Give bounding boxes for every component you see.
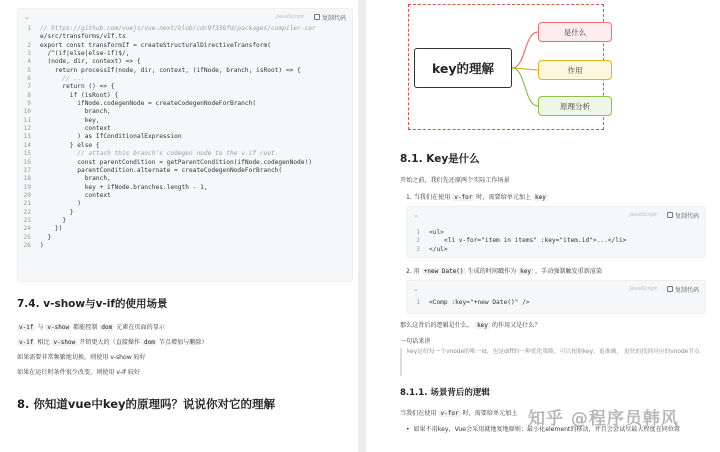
- line-number: 5: [27, 66, 31, 74]
- copy-code-button[interactable]: 复制代码: [314, 13, 346, 22]
- collapse-chevron-icon[interactable]: ⌄: [413, 211, 419, 219]
- code-language-label: JavaScript: [629, 212, 657, 218]
- mindmap-node-what: 是什么: [538, 22, 612, 42]
- code-line: [18, 83, 352, 91]
- code-text: ): [40, 200, 81, 208]
- line-number: 25: [23, 233, 31, 241]
- inline-code: dom: [101, 324, 113, 331]
- left-page: [0, 0, 358, 452]
- text: 与: [35, 324, 46, 331]
- mindmap-center-key: key的理解: [414, 48, 512, 88]
- line-number: 1: [416, 229, 420, 236]
- inline-code: v-show: [47, 324, 70, 331]
- code-line: [18, 159, 352, 167]
- heading-8-1-1: 8.1.1. 场景背后的逻辑: [400, 388, 490, 398]
- inline-code: v-if: [19, 339, 34, 346]
- code-text: // ...: [40, 75, 85, 83]
- code-line: [18, 200, 352, 208]
- code-line: [18, 117, 352, 125]
- code-block-new-date: [406, 280, 706, 314]
- code-lines: [18, 25, 352, 250]
- code-block-transform-if: [17, 8, 353, 282]
- code-line: [18, 25, 352, 33]
- code-text: e/src/transforms/vIf.ts: [40, 33, 126, 41]
- text: 元素在页面的显示: [114, 324, 165, 331]
- text: 时，需要给单元加上: [460, 410, 518, 417]
- code-block-header: [407, 281, 705, 297]
- code-text: }: [40, 233, 52, 241]
- code-line: [18, 167, 352, 175]
- code-text: }: [40, 216, 67, 224]
- line-number: 3: [27, 50, 31, 58]
- line-number: 7: [27, 83, 31, 91]
- line-number: 23: [23, 216, 31, 224]
- code-line: [18, 100, 352, 108]
- code-text: const parentCondition = getParentCondition(ifNode.codegenNode!): [40, 158, 312, 166]
- line-number: 20: [23, 191, 31, 199]
- text: 1. 当我们在使用: [406, 194, 453, 201]
- code-language-label: JavaScript: [276, 14, 304, 20]
- line-number: 2: [27, 41, 31, 49]
- text: 都能控制: [71, 324, 100, 331]
- paragraph-vif-vshow-2: [17, 337, 208, 346]
- code-text: branch,: [40, 108, 111, 116]
- paragraph-question: [400, 320, 541, 329]
- code-text: ifNode.codegenNode = createCodegenNodeForBranch(: [40, 100, 257, 108]
- collapse-chevron-icon[interactable]: ⌄: [24, 13, 30, 21]
- code-line: [18, 67, 352, 75]
- code-block-header: [18, 9, 352, 25]
- line-number: 1: [416, 299, 420, 306]
- text: 相比: [35, 339, 52, 346]
- code-text: }): [40, 225, 63, 233]
- code-text: }: [40, 208, 74, 216]
- text: 当我们在使用: [400, 410, 439, 417]
- right-page: [366, 0, 720, 452]
- text: 2. 用: [406, 268, 422, 275]
- code-line: [18, 75, 352, 83]
- code-line: [18, 58, 352, 66]
- line-number: [18, 33, 40, 41]
- line-number: 4: [27, 58, 31, 66]
- line-number: 24: [23, 225, 31, 233]
- heading-7-4: 7.4. v-show与v-if的使用场景: [17, 298, 168, 310]
- line-number: 16: [23, 158, 31, 166]
- code-line: [407, 229, 705, 237]
- line-number: 11: [23, 116, 31, 124]
- paragraph-vif-vshow-1: [17, 322, 165, 331]
- code-language-label: JavaScript: [629, 286, 657, 292]
- line-number: 26: [23, 241, 31, 249]
- code-text: context: [40, 125, 111, 133]
- line-number: 19: [23, 183, 31, 191]
- paragraph-when-v-for: [400, 408, 517, 417]
- line-number: 15: [23, 150, 31, 158]
- code-text: ): [40, 241, 44, 249]
- copy-icon: [667, 286, 673, 292]
- line-number: 3: [416, 245, 420, 253]
- paragraph-frequent-switch: 如果需要非常频繁地切换，则使用 v-show 较好: [17, 354, 146, 361]
- copy-code-button[interactable]: 复制代码: [667, 285, 699, 294]
- heading-8-1: 8.1. Key是什么: [400, 153, 480, 165]
- watermark: 知乎 @程序员韩风: [528, 409, 679, 429]
- code-text: </ul>: [429, 245, 448, 253]
- code-line: [18, 175, 352, 183]
- inline-code: key: [477, 322, 488, 329]
- code-line: [18, 150, 352, 158]
- code-line: [407, 237, 705, 245]
- paragraph-intro: 开始之前，我们先还原两个实际工作场景: [400, 177, 510, 184]
- paragraph-summary: 一句话来讲: [400, 338, 431, 345]
- line-number: 9: [27, 100, 31, 108]
- heading-8: 8. 你知道vue中key的原理吗？说说你对它的理解: [17, 397, 275, 411]
- code-text: <li v-for="item in items" :key="item.id">...</li>: [429, 237, 627, 245]
- blockquote-key-definition: key是给每一个vnode的唯一id，也是diff的一种优化策略，可以根据key，更准确， 更快的找到对应的vnode节点: [400, 348, 706, 376]
- code-text: // https://github.com/vuejs/vue-next/blob/cdc9f336fd/packages/compiler-cor: [40, 25, 316, 32]
- text: 那么这背后的逻辑是什么，: [400, 322, 476, 329]
- code-lines: [407, 223, 705, 254]
- line-number: 6: [27, 75, 31, 83]
- copy-code-button[interactable]: 复制代码: [667, 211, 699, 220]
- code-text: (node, dir, context) => {: [40, 58, 141, 66]
- code-line: [18, 92, 352, 100]
- code-line: [18, 242, 352, 250]
- code-lines: [407, 297, 705, 307]
- code-line: [18, 125, 352, 133]
- mindmap-node-role: 作用: [538, 60, 612, 80]
- copy-icon: [314, 14, 320, 20]
- bullet-dot-icon: •: [406, 426, 414, 433]
- inline-code: v-if: [19, 324, 34, 331]
- line-number: 1: [27, 25, 31, 32]
- inline-code: key: [520, 268, 532, 275]
- code-text: <Comp :key="+new Date()" />: [429, 299, 530, 306]
- code-line: [18, 192, 352, 200]
- line-number: 13: [23, 133, 31, 141]
- code-text: branch,: [40, 175, 111, 183]
- code-line: [18, 234, 352, 242]
- connector-what: [512, 32, 538, 68]
- code-line: [18, 42, 352, 50]
- code-text: ) as IfConditionalExpression: [40, 133, 182, 141]
- inline-code: v-show: [53, 339, 76, 346]
- code-text: // attach this branch's codegen node to the v-if root.: [40, 150, 279, 158]
- code-line: [18, 50, 352, 58]
- copy-icon: [667, 212, 673, 218]
- line-number: 18: [23, 175, 31, 183]
- code-text: key,: [40, 116, 100, 124]
- code-line: [18, 108, 352, 116]
- code-text: if (isRoot) {: [40, 91, 119, 99]
- connector-principle: [512, 68, 538, 106]
- list-item-2: [406, 266, 602, 275]
- code-text: /^(if|else|else-if)$/,: [40, 50, 130, 58]
- line-number: 12: [23, 125, 31, 133]
- line-number: 21: [23, 200, 31, 208]
- text: ，手动强制触发重新渲染: [533, 268, 602, 275]
- code-text: key + ifNode.branches.length - 1,: [40, 183, 208, 191]
- code-text: return () => {: [40, 83, 115, 91]
- text: 的作用又是什么？: [489, 322, 541, 329]
- code-line: [18, 142, 352, 150]
- code-text: return processIf(node, dir, context, (ifNode, branch, isRoot) => {: [40, 66, 301, 74]
- code-text: <ul>: [429, 229, 444, 236]
- code-line: [18, 133, 352, 141]
- text: 节点增加与删除）: [156, 339, 208, 346]
- text: 如果不用key，Vue会采用就地复地原则：最小化element的移动，并且会尝试尽最大程度在同位置: [413, 426, 681, 433]
- code-text: export const transformIf = createStructuralDirectiveTransform(: [40, 41, 271, 49]
- text: 时，需要给单元加上: [474, 194, 534, 201]
- code-block-header: [407, 207, 705, 223]
- line-number: 22: [23, 208, 31, 216]
- line-number: 14: [23, 141, 31, 149]
- text: 开销更大的（直接操作: [77, 339, 143, 346]
- code-line: [18, 225, 352, 233]
- code-text: parentCondition.alternate = createCodegenNodeForBranch(: [40, 166, 283, 174]
- code-line: [18, 209, 352, 217]
- list-item-1: [406, 192, 548, 201]
- line-number: 10: [23, 108, 31, 116]
- code-line: [18, 33, 352, 41]
- code-block-v-for: [406, 206, 706, 258]
- inline-code: dom: [144, 339, 155, 346]
- mindmap-node-principle: 原理分析: [538, 96, 612, 116]
- code-text: } else {: [40, 141, 100, 149]
- code-line: [407, 246, 705, 254]
- inline-code: v-for: [440, 410, 459, 417]
- code-line: [407, 299, 705, 307]
- paragraph-rare-change: 如果在运行时条件很少改变，则使用 v-if 较好: [17, 369, 141, 376]
- code-line: [18, 184, 352, 192]
- inline-code: +new Date(): [423, 268, 464, 275]
- inline-code: key: [535, 194, 546, 201]
- collapse-chevron-icon[interactable]: ⌄: [413, 285, 419, 293]
- line-number: 2: [416, 237, 420, 245]
- code-text: context: [40, 191, 111, 199]
- inline-code: v-for: [454, 194, 473, 201]
- code-line: [18, 217, 352, 225]
- text: 生成的时间戳作为: [465, 268, 519, 275]
- line-number: 17: [23, 166, 31, 174]
- line-number: 8: [27, 91, 31, 99]
